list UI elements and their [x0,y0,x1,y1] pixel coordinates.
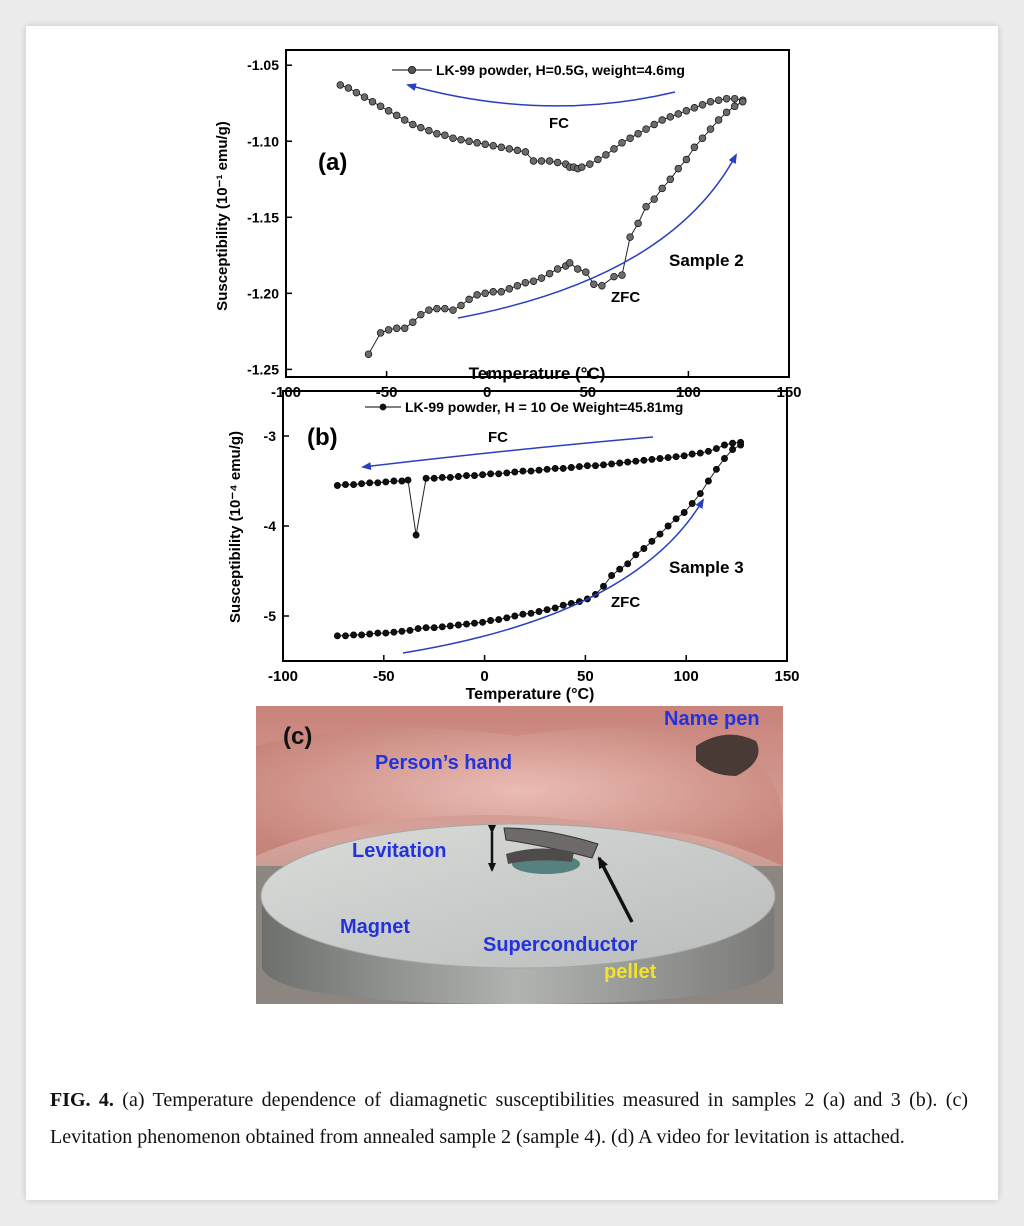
annotation-sample: Sample 3 [669,558,744,577]
y-tick-label: -3 [263,428,276,444]
chart-a [200,40,820,401]
fc-data-point [683,107,690,114]
x-tick-label: 50 [579,384,597,401]
zfc-data-point [393,325,400,332]
zfc-data-point [681,509,687,515]
zfc-data-point [600,583,606,589]
label-persons-hand: Person’s hand [375,752,513,774]
y-axis-label: Susceptibility (10⁻⁴ emu/g) [227,430,244,624]
zfc-data-point [431,625,437,631]
fc-data-point [506,146,513,153]
zfc-data-point [723,109,730,116]
zfc-data-point [665,523,671,529]
x-tick-label: 50 [577,668,594,685]
zfc-data-point [385,327,392,334]
x-tick-label: 150 [776,384,802,401]
zfc-data-point [506,285,513,292]
caption-text: (a) Temperature dependence of diamagnetic susceptibilities measured in samples 2 (a) and 3 (b). (c) Levitation phenomenon obtained from annealed sample 2 (sample 4). (d) A video for levitation is attached. [50,1089,968,1148]
fc-data-point [383,479,389,485]
fc-data-point [546,158,553,165]
fc-data-point [480,472,486,478]
zfc-data-point [739,98,746,105]
fc-data-point [689,451,695,457]
fc-data-point [377,103,384,110]
zfc-data-point [365,351,372,358]
zfc-data-point [536,608,542,614]
fc-data-point [657,455,663,461]
fc-data-point [496,471,502,477]
fc-data-point [504,470,510,476]
fc-data-point [498,144,505,151]
fc-data-point [439,474,445,480]
y-tick-label: -1.15 [247,209,279,226]
fc-data-point [554,159,561,166]
zfc-data-point [619,272,626,279]
fc-data-point [649,456,655,462]
zfc-data-point [377,330,384,337]
fc-data-point [447,474,453,480]
fc-data-point [512,469,518,475]
y-tick-label: -1.10 [247,133,279,150]
fc-data-point [713,446,719,452]
zfc-data-point [496,617,502,623]
fc-data-point [609,461,615,467]
zfc-data-point [731,103,738,110]
fc-data-point [342,482,348,488]
fc-data-point [617,460,623,466]
zfc-data-point [625,561,631,567]
zfc-data-point [450,307,457,314]
legend [392,62,685,78]
fc-data-point [474,139,481,146]
fc-data-point [600,462,606,468]
annotation-zfc: ZFC [611,594,641,611]
fc-data-point [576,464,582,470]
annotation-fc: FC [549,115,569,132]
zfc-data-point [697,491,703,497]
panel-label: (a) [318,149,348,176]
fc-data-point [337,82,344,89]
x-tick-label: -50 [372,668,395,685]
x-axis-label: Temperature (°C) [468,364,606,383]
fc-data-point [568,464,574,470]
fc-data-point [393,112,400,119]
zfc-data-point [641,545,647,551]
legend-label: LK-99 powder, H = 10 Oe Weight=45.81mg [405,399,684,415]
fc-data-point [707,98,714,105]
zfc-data-point [649,538,655,544]
fc-data-point [361,94,368,101]
zfc-data-point [498,288,505,295]
zfc-data-point [442,305,449,312]
fc-data-point [530,158,537,165]
fc-data-point [399,478,405,484]
label-pellet: pellet [604,961,657,983]
figure-caption [50,1082,968,1156]
levitation-photo [256,706,783,1004]
y-axis-label: Susceptibility (10⁻¹ emu/g) [214,121,231,311]
legend [365,399,683,415]
zfc-data-point [482,290,489,297]
fc-data-point [471,473,477,479]
fc-data-point [715,97,722,104]
zfc-data-point [522,279,529,286]
zfc-data-point [417,311,424,318]
zfc-data-point [707,126,714,133]
zfc-data-point [590,281,597,288]
zfc-series-line [369,102,743,355]
fc-data-point [413,532,419,538]
fc-data-point [731,95,738,102]
fc-data-point [625,459,631,465]
zfc-data-point [538,275,545,282]
fc-data-point [651,121,658,128]
zfc-data-point [738,442,744,448]
zfc-data-point [367,631,373,637]
fc-data-point [643,126,650,133]
zfc-data-point [407,627,413,633]
zfc-data-point [399,628,405,634]
y-tick-label: -1.05 [247,57,279,74]
zfc-data-point [488,617,494,623]
fc-data-point [423,475,429,481]
zfc-data-point [657,531,663,537]
fc-data-point [730,440,736,446]
fc-data-point [667,114,674,121]
fc-data-point [592,463,598,469]
fc-data-point [409,121,416,128]
zfc-data-point [667,176,674,183]
fc-data-point [641,457,647,463]
zfc-data-point [599,282,606,289]
zfc-data-point [439,624,445,630]
x-tick-label: 150 [774,668,800,685]
fc-data-point [450,135,457,142]
label-levitation: Levitation [352,840,447,862]
zfc-data-point [699,135,706,142]
annotation-zfc: ZFC [611,289,641,306]
x-tick-label: 100 [675,384,701,401]
fc-data-point [659,117,666,124]
zfc-data-point [342,633,348,639]
zfc-data-point [611,273,618,280]
zfc-data-point [689,500,695,506]
zfc-data-point [627,234,634,241]
zfc-data-point [480,619,486,625]
fc-data-point [595,156,602,163]
fc-data-point [681,453,687,459]
fc-data-point [520,468,526,474]
fc-data-point [697,450,703,456]
fc-data-point [463,473,469,479]
caption-figure-number: FIG. 4. [50,1089,114,1111]
fc-data-point [699,101,706,108]
fc-data-point [466,138,473,145]
zfc-data-point [466,296,473,303]
zfc-data-point [520,611,526,617]
x-tick-label: -100 [270,384,302,401]
fc-data-point [401,117,408,124]
label-name-pen: Name pen [664,708,760,730]
zfc-data-point [552,605,558,611]
y-tick-label: -1.20 [247,285,279,302]
zfc-data-point [463,621,469,627]
zfc-data-point [528,610,534,616]
fc-data-point [635,130,642,137]
zfc-data-point [415,626,421,632]
fc-data-point [353,89,360,96]
zfc-data-point [490,288,497,295]
zfc-data-point [423,625,429,631]
zfc-data-point [458,302,465,309]
fc-data-point [522,149,529,156]
zfc-data-point [705,478,711,484]
zfc-data-point [574,266,581,273]
zfc-data-point [471,620,477,626]
fc-data-point [455,473,461,479]
y-tick-label: -5 [263,608,276,624]
x-tick-label: 0 [480,668,489,685]
fc-data-point [442,132,449,139]
zfc-data-point [609,572,615,578]
zfc-data-point [334,633,340,639]
fc-data-point [514,147,521,154]
fc-data-point [675,111,682,118]
fc-data-point [723,95,730,102]
zfc-data-point [434,305,441,312]
fc-data-point [375,480,381,486]
fc-data-point [405,477,411,483]
zfc-data-point [447,623,453,629]
fc-data-point [385,107,392,114]
zfc-data-point [504,615,510,621]
zfc-data-point [633,552,639,558]
zfc-data-point [409,319,416,326]
fc-data-point [544,466,550,472]
zfc-data-point [715,117,722,124]
zfc-data-point [359,632,365,638]
label-superconductor: Superconductor [483,934,638,956]
photo-illustration [256,706,783,1004]
fc-data-point [488,471,494,477]
zfc-data-point [617,566,623,572]
zfc-data-point [530,278,537,285]
label-magnet: Magnet [340,916,410,938]
y-tick-label: -1.25 [247,361,279,378]
fc-data-point [490,142,497,149]
fc-data-point [431,475,437,481]
fc-data-point [334,482,340,488]
fc-data-point [705,448,711,454]
zfc-direction-arrow [403,500,703,653]
zfc-data-point [675,165,682,172]
fc-data-point [391,478,397,484]
zfc-data-point [546,270,553,277]
zfc-data-point [691,144,698,151]
fc-data-point [367,480,373,486]
fc-data-point [458,136,465,143]
fc-data-point [369,98,376,105]
fc-data-point [482,141,489,148]
fc-data-point [691,104,698,111]
zfc-data-point [383,630,389,636]
chart-b [215,385,815,705]
fc-direction-arrow [408,85,675,106]
fc-data-point [528,468,534,474]
zfc-data-point [351,632,357,638]
fc-series-line [340,85,742,169]
zfc-data-point [721,455,727,461]
x-tick-label: 100 [673,668,699,685]
fc-data-point [345,85,352,92]
zfc-data-point [566,260,573,267]
fc-data-point [434,130,441,137]
fc-data-point [603,152,610,159]
fc-data-point [721,442,727,448]
fc-data-point [586,161,593,168]
zfc-data-point [730,446,736,452]
zfc-data-point [659,185,666,192]
zfc-data-point [554,266,561,273]
fc-data-point [552,465,558,471]
zfc-data-point [643,203,650,210]
zfc-data-point [474,292,481,299]
zfc-data-point [560,602,566,608]
legend-label: LK-99 powder, H=0.5G, weight=4.6mg [436,62,685,78]
zfc-data-point [391,629,397,635]
zfc-data-point [544,607,550,613]
panel-label: (b) [307,424,338,451]
photo-panel-label: (c) [283,723,313,750]
x-axis-label: Temperature (°C) [465,686,595,703]
fc-data-point [426,127,433,134]
fc-data-point [359,481,365,487]
zfc-data-point [512,613,518,619]
zfc-data-point [401,325,408,332]
fc-data-point [619,139,626,146]
fc-data-point [538,158,545,165]
fc-data-point [627,135,634,142]
fc-data-point [665,455,671,461]
zfc-data-point [651,196,658,203]
fc-data-point [673,454,679,460]
fc-data-point [584,463,590,469]
zfc-data-point [713,466,719,472]
annotation-sample: Sample 2 [669,251,744,270]
fc-series-line [337,442,740,535]
fc-data-point [536,467,542,473]
zfc-data-point [455,622,461,628]
fc-data-point [560,465,566,471]
fc-data-point [611,146,618,153]
fc-data-point [578,164,585,171]
fc-data-point [351,482,357,488]
zfc-data-point [673,516,679,522]
annotation-fc: FC [488,429,508,446]
fc-data-point [417,124,424,131]
zfc-data-point [635,220,642,227]
zfc-data-point [514,282,521,289]
fc-data-point [633,458,639,464]
y-tick-label: -4 [263,518,276,534]
zfc-data-point [582,269,589,276]
zfc-data-point [375,630,381,636]
x-tick-label: -50 [375,384,398,401]
x-tick-label: -100 [267,668,299,685]
zfc-data-point [426,307,433,314]
x-tick-label: 0 [483,384,492,401]
zfc-data-point [683,156,690,163]
